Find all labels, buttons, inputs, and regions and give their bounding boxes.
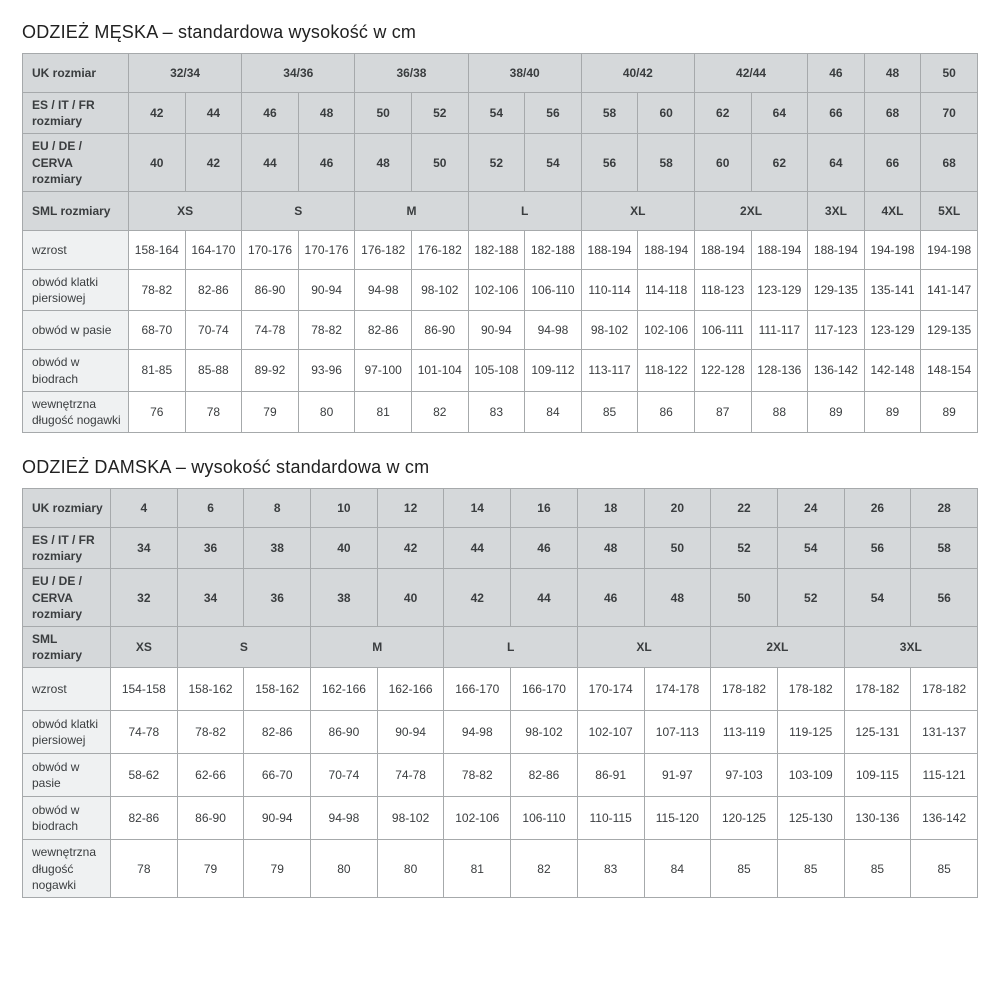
measurement-cell: 109-115 [844,754,911,797]
size-header-cell: 34 [177,569,244,627]
size-header-cell: 4XL [864,191,921,230]
row-label: obwód w biodrach [23,350,129,391]
measurement-cell: 84 [644,840,711,898]
measurement-cell: 188-194 [638,230,695,269]
size-header-cell: 46 [242,93,299,134]
measurement-cell: 182-188 [525,230,582,269]
size-header-cell: 42 [377,528,444,569]
men-table-title: ODZIEŻ MĘSKA – standardowa wysokość w cm [22,22,417,42]
header-row [23,134,978,192]
measurement-cell: 80 [377,840,444,898]
size-header-cell: 54 [525,134,582,192]
measurement-cell: 174-178 [644,668,711,711]
measurement-cell: 135-141 [864,269,921,310]
size-header-cell: XL [577,627,710,668]
measurement-cell: 158-164 [129,230,186,269]
size-header-cell: 46 [808,54,865,93]
measurement-cell: 86-91 [577,754,644,797]
measurement-cell: 110-114 [581,269,638,310]
size-header-cell: 12 [377,489,444,528]
measurement-cell: 178-182 [711,668,778,711]
measurement-cell: 78 [185,391,242,432]
measurement-cell: 117-123 [808,311,865,350]
size-header-cell: 16 [511,489,578,528]
size-header-cell: M [355,191,468,230]
row-label: ES / IT / FR rozmiary [23,528,111,569]
measurement-cell: 119-125 [777,711,844,754]
size-header-cell: 22 [711,489,778,528]
measurement-cell: 113-117 [581,350,638,391]
measurement-cell: 142-148 [864,350,921,391]
measurement-cell: 85 [777,840,844,898]
measurement-cell: 170-176 [298,230,355,269]
header-row [23,569,978,627]
size-header-cell: M [311,627,444,668]
size-header-cell: 48 [864,54,921,93]
measurement-cell: 82-86 [111,797,178,840]
measurement-cell: 85 [711,840,778,898]
measurement-cell: 82-86 [185,269,242,310]
size-header-cell: 2XL [711,627,844,668]
size-header-cell: 34/36 [242,54,355,93]
measurement-cell: 94-98 [444,711,511,754]
measurement-cell: 66-70 [244,754,311,797]
size-header-cell: 64 [808,134,865,192]
measurement-cell: 178-182 [777,668,844,711]
measurement-cell: 103-109 [777,754,844,797]
size-header-cell: S [177,627,310,668]
measurement-cell: 80 [298,391,355,432]
row-label: obwód w biodrach [23,797,111,840]
measurement-cell: 178-182 [911,668,978,711]
measurement-cell: 188-194 [751,230,808,269]
size-header-cell: 24 [777,489,844,528]
measurement-cell: 148-154 [921,350,978,391]
size-header-cell: 38/40 [468,54,581,93]
measurement-cell: 118-123 [694,269,751,310]
men-size-table [22,53,978,433]
measurement-cell: 78 [111,840,178,898]
measurement-cell: 78-82 [298,311,355,350]
measurement-cell: 82-86 [511,754,578,797]
row-label: ES / IT / FR rozmiary [23,93,129,134]
measurement-cell: 85 [911,840,978,898]
measurement-cell: 102-106 [444,797,511,840]
measurement-cell: 123-129 [864,311,921,350]
measurement-row [23,311,978,350]
measurement-cell: 79 [244,840,311,898]
measurement-cell: 188-194 [808,230,865,269]
measurement-cell: 86-90 [311,711,378,754]
size-header-cell: 5XL [921,191,978,230]
measurement-cell: 88 [751,391,808,432]
row-label: obwód klatki piersiowej [23,711,111,754]
measurement-cell: 106-110 [511,797,578,840]
size-header-cell: 50 [921,54,978,93]
size-header-cell: 42 [444,569,511,627]
measurement-cell: 86 [638,391,695,432]
size-header-cell: S [242,191,355,230]
measurement-cell: 194-198 [864,230,921,269]
measurement-cell: 164-170 [185,230,242,269]
women-table-title: ODZIEŻ DAMSKA – wysokość standardowa w cm [22,457,430,478]
measurement-cell: 101-104 [411,350,468,391]
header-row [23,528,978,569]
size-header-cell: 10 [311,489,378,528]
measurement-cell: 102-106 [468,269,525,310]
size-header-cell: 60 [694,134,751,192]
measurement-cell: 78-82 [177,711,244,754]
size-header-cell: 50 [355,93,412,134]
measurement-cell: 85 [581,391,638,432]
size-header-cell: 48 [577,528,644,569]
row-label: UK rozmiary [23,489,111,528]
measurement-cell: 182-188 [468,230,525,269]
measurement-cell: 188-194 [694,230,751,269]
measurement-cell: 120-125 [711,797,778,840]
size-header-cell: 44 [444,528,511,569]
measurement-cell: 85-88 [185,350,242,391]
size-header-cell: 60 [638,93,695,134]
measurement-cell: 115-120 [644,797,711,840]
size-header-cell: 56 [844,528,911,569]
measurement-cell: 106-111 [694,311,751,350]
measurement-cell: 87 [694,391,751,432]
measurement-row [23,230,978,269]
size-header-cell: 2XL [694,191,807,230]
measurement-cell: 125-131 [844,711,911,754]
measurement-cell: 97-103 [711,754,778,797]
row-label: obwód w pasie [23,311,129,350]
measurement-cell: 154-158 [111,668,178,711]
row-label: obwód w pasie [23,754,111,797]
measurement-cell: 74-78 [111,711,178,754]
measurement-cell: 78-82 [444,754,511,797]
size-header-cell: 3XL [844,627,977,668]
size-header-cell: 20 [644,489,711,528]
measurement-cell: 98-102 [377,797,444,840]
measurement-cell: 94-98 [525,311,582,350]
measurement-cell: 125-130 [777,797,844,840]
row-label: SML rozmiary [23,627,111,668]
measurement-row [23,391,978,432]
measurement-cell: 79 [242,391,299,432]
size-header-cell: XL [581,191,694,230]
measurement-cell: 128-136 [751,350,808,391]
size-header-cell: 40 [311,528,378,569]
measurement-cell: 74-78 [242,311,299,350]
size-header-cell: 50 [411,134,468,192]
measurement-cell: 107-113 [644,711,711,754]
size-header-cell: 38 [311,569,378,627]
measurement-cell: 114-118 [638,269,695,310]
size-header-cell: 36 [244,569,311,627]
measurement-cell: 110-115 [577,797,644,840]
size-header-cell: 48 [298,93,355,134]
measurement-cell: 113-119 [711,711,778,754]
size-header-cell: 56 [525,93,582,134]
size-header-cell: L [444,627,577,668]
row-label: wzrost [23,230,129,269]
size-header-cell: 32 [111,569,178,627]
measurement-cell: 93-96 [298,350,355,391]
size-header-cell: 66 [864,134,921,192]
measurement-row [23,668,978,711]
size-header-cell: 34 [111,528,178,569]
measurement-row [23,797,978,840]
size-header-cell: 46 [577,569,644,627]
size-header-cell: XS [111,627,178,668]
size-header-cell: 52 [711,528,778,569]
size-header-cell: 70 [921,93,978,134]
measurement-cell: 90-94 [468,311,525,350]
measurement-cell: 162-166 [377,668,444,711]
measurement-cell: 129-135 [921,311,978,350]
measurement-cell: 102-107 [577,711,644,754]
row-label: wzrost [23,668,111,711]
measurement-cell: 91-97 [644,754,711,797]
measurement-cell: 106-110 [525,269,582,310]
size-header-cell: 68 [921,134,978,192]
measurement-cell: 166-170 [444,668,511,711]
row-label: UK rozmiar [23,54,129,93]
size-header-cell: 44 [242,134,299,192]
measurement-cell: 74-78 [377,754,444,797]
measurement-cell: 158-162 [244,668,311,711]
measurement-cell: 102-106 [638,311,695,350]
measurement-cell: 136-142 [808,350,865,391]
measurement-cell: 115-121 [911,754,978,797]
measurement-cell: 98-102 [411,269,468,310]
measurement-cell: 166-170 [511,668,578,711]
measurement-cell: 76 [129,391,186,432]
size-header-cell: 14 [444,489,511,528]
size-header-cell: 44 [511,569,578,627]
size-header-cell: 64 [751,93,808,134]
measurement-cell: 97-100 [355,350,412,391]
size-header-cell: 48 [644,569,711,627]
header-row [23,93,978,134]
size-header-cell: 62 [751,134,808,192]
size-header-cell: 42/44 [694,54,807,93]
measurement-cell: 86-90 [411,311,468,350]
measurement-cell: 109-112 [525,350,582,391]
measurement-cell: 188-194 [581,230,638,269]
size-header-cell: XS [129,191,242,230]
row-label: SML rozmiary [23,191,129,230]
size-header-cell: 50 [644,528,711,569]
size-header-cell: 54 [844,569,911,627]
measurement-cell: 98-102 [511,711,578,754]
size-header-cell: 40 [377,569,444,627]
measurement-cell: 131-137 [911,711,978,754]
measurement-cell: 118-122 [638,350,695,391]
size-header-cell: 58 [911,528,978,569]
measurement-cell: 90-94 [298,269,355,310]
header-row [23,191,978,230]
size-header-cell: 42 [185,134,242,192]
measurement-cell: 89 [808,391,865,432]
measurement-cell: 178-182 [844,668,911,711]
size-header-cell: 36 [177,528,244,569]
size-header-cell: 52 [468,134,525,192]
size-header-cell: 36/38 [355,54,468,93]
size-header-cell: 50 [711,569,778,627]
measurement-cell: 129-135 [808,269,865,310]
size-header-cell: L [468,191,581,230]
row-label: obwód klatki piersiowej [23,269,129,310]
measurement-cell: 58-62 [111,754,178,797]
measurement-row [23,754,978,797]
measurement-cell: 82-86 [244,711,311,754]
measurement-cell: 136-142 [911,797,978,840]
measurement-row [23,711,978,754]
measurement-cell: 86-90 [242,269,299,310]
row-label: EU / DE / CERVA rozmiary [23,569,111,627]
size-header-cell: 26 [844,489,911,528]
size-header-cell: 56 [911,569,978,627]
measurement-cell: 81 [355,391,412,432]
measurement-row [23,840,978,898]
size-header-cell: 32/34 [129,54,242,93]
measurement-cell: 81 [444,840,511,898]
measurement-cell: 94-98 [355,269,412,310]
size-header-cell: 58 [581,93,638,134]
measurement-cell: 111-117 [751,311,808,350]
row-label: wewnętrzna długość nogawki [23,391,129,432]
measurement-cell: 194-198 [921,230,978,269]
measurement-cell: 78-82 [129,269,186,310]
measurement-row [23,350,978,391]
size-header-cell: 46 [511,528,578,569]
measurement-cell: 94-98 [311,797,378,840]
measurement-cell: 98-102 [581,311,638,350]
header-row [23,627,978,668]
measurement-cell: 158-162 [177,668,244,711]
measurement-cell: 83 [577,840,644,898]
measurement-cell: 83 [468,391,525,432]
measurement-cell: 70-74 [185,311,242,350]
size-header-cell: 62 [694,93,751,134]
size-header-cell: 42 [129,93,186,134]
measurement-cell: 89 [864,391,921,432]
measurement-cell: 84 [525,391,582,432]
women-size-table [22,488,978,898]
measurement-cell: 90-94 [244,797,311,840]
measurement-cell: 82-86 [355,311,412,350]
size-header-cell: 52 [411,93,468,134]
size-header-cell: 4 [111,489,178,528]
measurement-cell: 70-74 [311,754,378,797]
measurement-cell: 176-182 [411,230,468,269]
row-label: EU / DE / CERVA rozmiary [23,134,129,192]
measurement-cell: 176-182 [355,230,412,269]
measurement-cell: 79 [177,840,244,898]
header-row [23,489,978,528]
measurement-cell: 170-176 [242,230,299,269]
measurement-cell: 68-70 [129,311,186,350]
measurement-cell: 86-90 [177,797,244,840]
size-header-cell: 38 [244,528,311,569]
measurement-cell: 85 [844,840,911,898]
size-header-cell: 44 [185,93,242,134]
measurement-cell: 130-136 [844,797,911,840]
size-header-cell: 56 [581,134,638,192]
size-header-cell: 28 [911,489,978,528]
measurement-cell: 89-92 [242,350,299,391]
measurement-cell: 162-166 [311,668,378,711]
size-header-cell: 8 [244,489,311,528]
measurement-cell: 170-174 [577,668,644,711]
size-header-cell: 46 [298,134,355,192]
size-header-cell: 54 [777,528,844,569]
size-header-cell: 18 [577,489,644,528]
size-header-cell: 54 [468,93,525,134]
size-header-cell: 48 [355,134,412,192]
size-header-cell: 40/42 [581,54,694,93]
measurement-row [23,269,978,310]
measurement-cell: 62-66 [177,754,244,797]
size-header-cell: 68 [864,93,921,134]
size-header-cell: 66 [808,93,865,134]
measurement-cell: 89 [921,391,978,432]
row-label: wewnętrzna długość nogawki [23,840,111,898]
measurement-cell: 80 [311,840,378,898]
size-header-cell: 3XL [808,191,865,230]
measurement-cell: 141-147 [921,269,978,310]
measurement-cell: 81-85 [129,350,186,391]
measurement-cell: 90-94 [377,711,444,754]
measurement-cell: 82 [511,840,578,898]
measurement-cell: 82 [411,391,468,432]
measurement-cell: 122-128 [694,350,751,391]
size-header-cell: 52 [777,569,844,627]
measurement-cell: 123-129 [751,269,808,310]
size-header-cell: 40 [129,134,186,192]
size-header-cell: 58 [638,134,695,192]
header-row [23,54,978,93]
size-header-cell: 6 [177,489,244,528]
measurement-cell: 105-108 [468,350,525,391]
